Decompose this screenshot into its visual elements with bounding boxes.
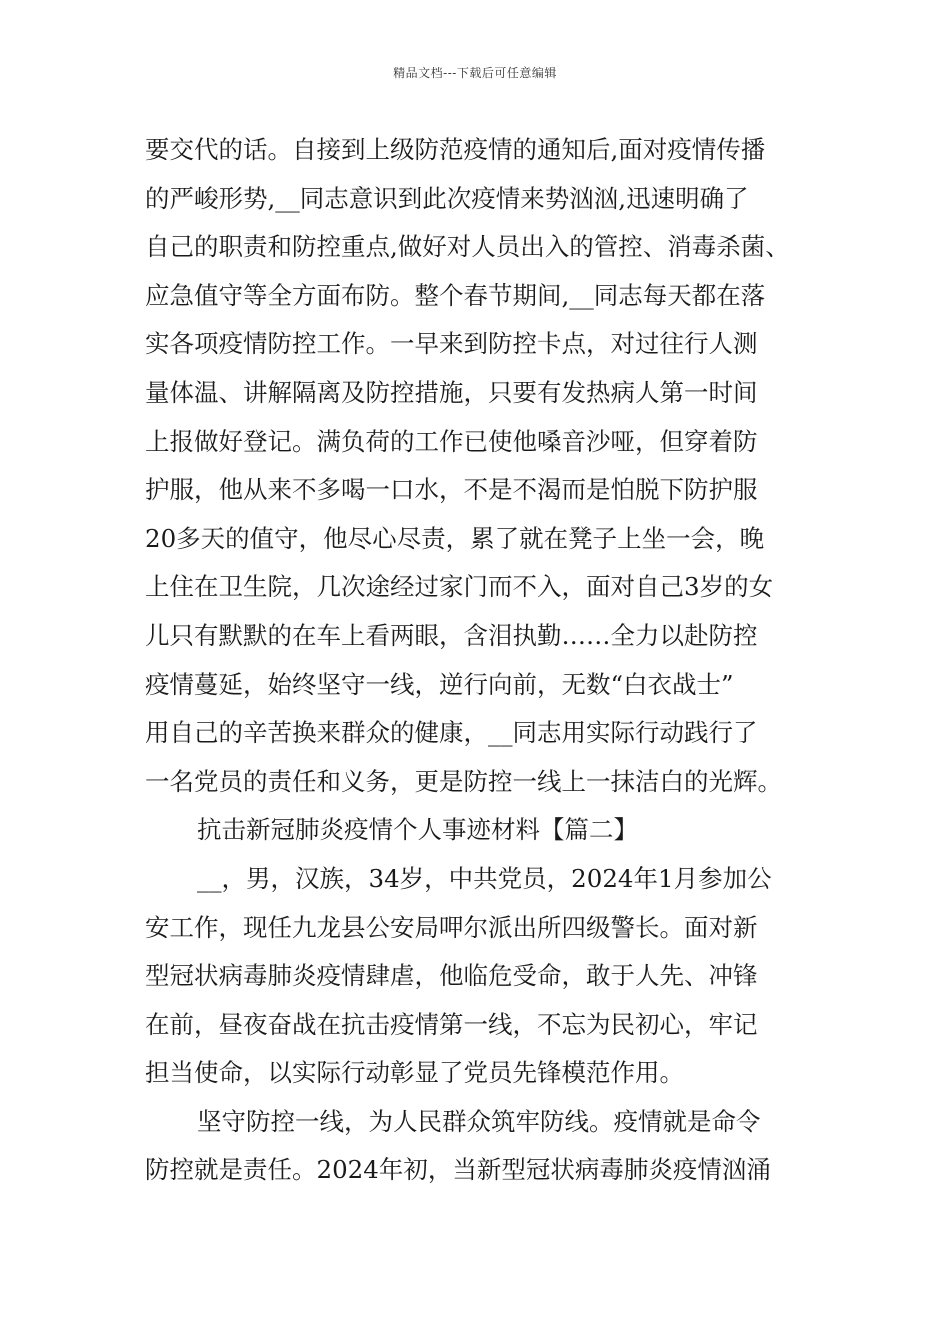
paragraph-4 [145, 1098, 825, 1195]
text-line: 在前，昼夜奋战在抗击疫情第一线，不忘为民初心，牢记 [145, 1009, 758, 1039]
text-line: 护服，他从来不多喝一口水，不是不渴而是怕脱下防护服 [145, 475, 758, 505]
text-line: 一名党员的责任和义务，更是防控一线上一抹洁白的光辉。 [145, 766, 782, 796]
text-line: 量体温、讲解隔离及防控措施，只要有发热病人第一时间 [145, 377, 758, 407]
text-line: 坚守防控一线，为人民群众筑牢防线。疫情就是命令 [197, 1106, 761, 1136]
paragraph-3 [145, 855, 825, 1098]
text-line: 要交代的话。自接到上级防范疫情的通知后,面对疫情传播 [145, 135, 766, 164]
section-heading [145, 806, 825, 855]
document-body [145, 126, 825, 1195]
text-line: 疫情蔓延，始终坚守一线，逆行向前，无数“白衣战士” [145, 669, 734, 699]
text-line: 儿只有默默的在车上看两眼，含泪执勤……全力以赴防控 [145, 620, 758, 650]
text-line: 担当使命，以实际行动彰显了党员先锋模范作用。 [145, 1058, 684, 1088]
text-line: 上住在卫生院，几次途经过家门而不入，面对自己3岁的女 [145, 572, 774, 602]
text-line: 安工作，现任九龙县公安局呷尔派出所四级警长。面对新 [145, 912, 758, 942]
paragraph-1 [145, 126, 825, 806]
page-header: 精品文档---下载后可任意编辑 [393, 66, 557, 80]
text-line: 型冠状病毒肺炎疫情肆虐，他临危受命，敢于人先、冲锋 [145, 961, 758, 991]
text-line: 自己的职责和防控重点,做好对人员出入的管控、消毒杀菌、 [145, 232, 790, 262]
text-line: 20多天的值守，他尽心尽责，累了就在凳子上坐一会，晚 [145, 523, 765, 553]
text-line: 防控就是责任。2024年初，当新型冠状病毒肺炎疫情汹涌 [145, 1155, 771, 1185]
text-line: 的严峻形势,__同志意识到此次疫情来势汹汹,迅速明确了 [145, 183, 749, 213]
text-line: 上报做好登记。满负荷的工作已使他嗓音沙哑，但穿着防 [145, 426, 758, 456]
text-line: 抗击新冠肺炎疫情个人事迹材料【篇二】 [197, 815, 638, 845]
text-line: 应急值守等全方面布防。整个春节期间,__同志每天都在落 [145, 280, 766, 310]
text-line: 用自己的辛苦换来群众的健康，__同志用实际行动践行了 [145, 718, 758, 748]
text-line: 实各项疫情防控工作。一早来到防控卡点，对过往行人测 [145, 329, 758, 359]
text-line: __，男，汉族，34岁，中共党员，2024年1月参加公 [197, 863, 772, 893]
